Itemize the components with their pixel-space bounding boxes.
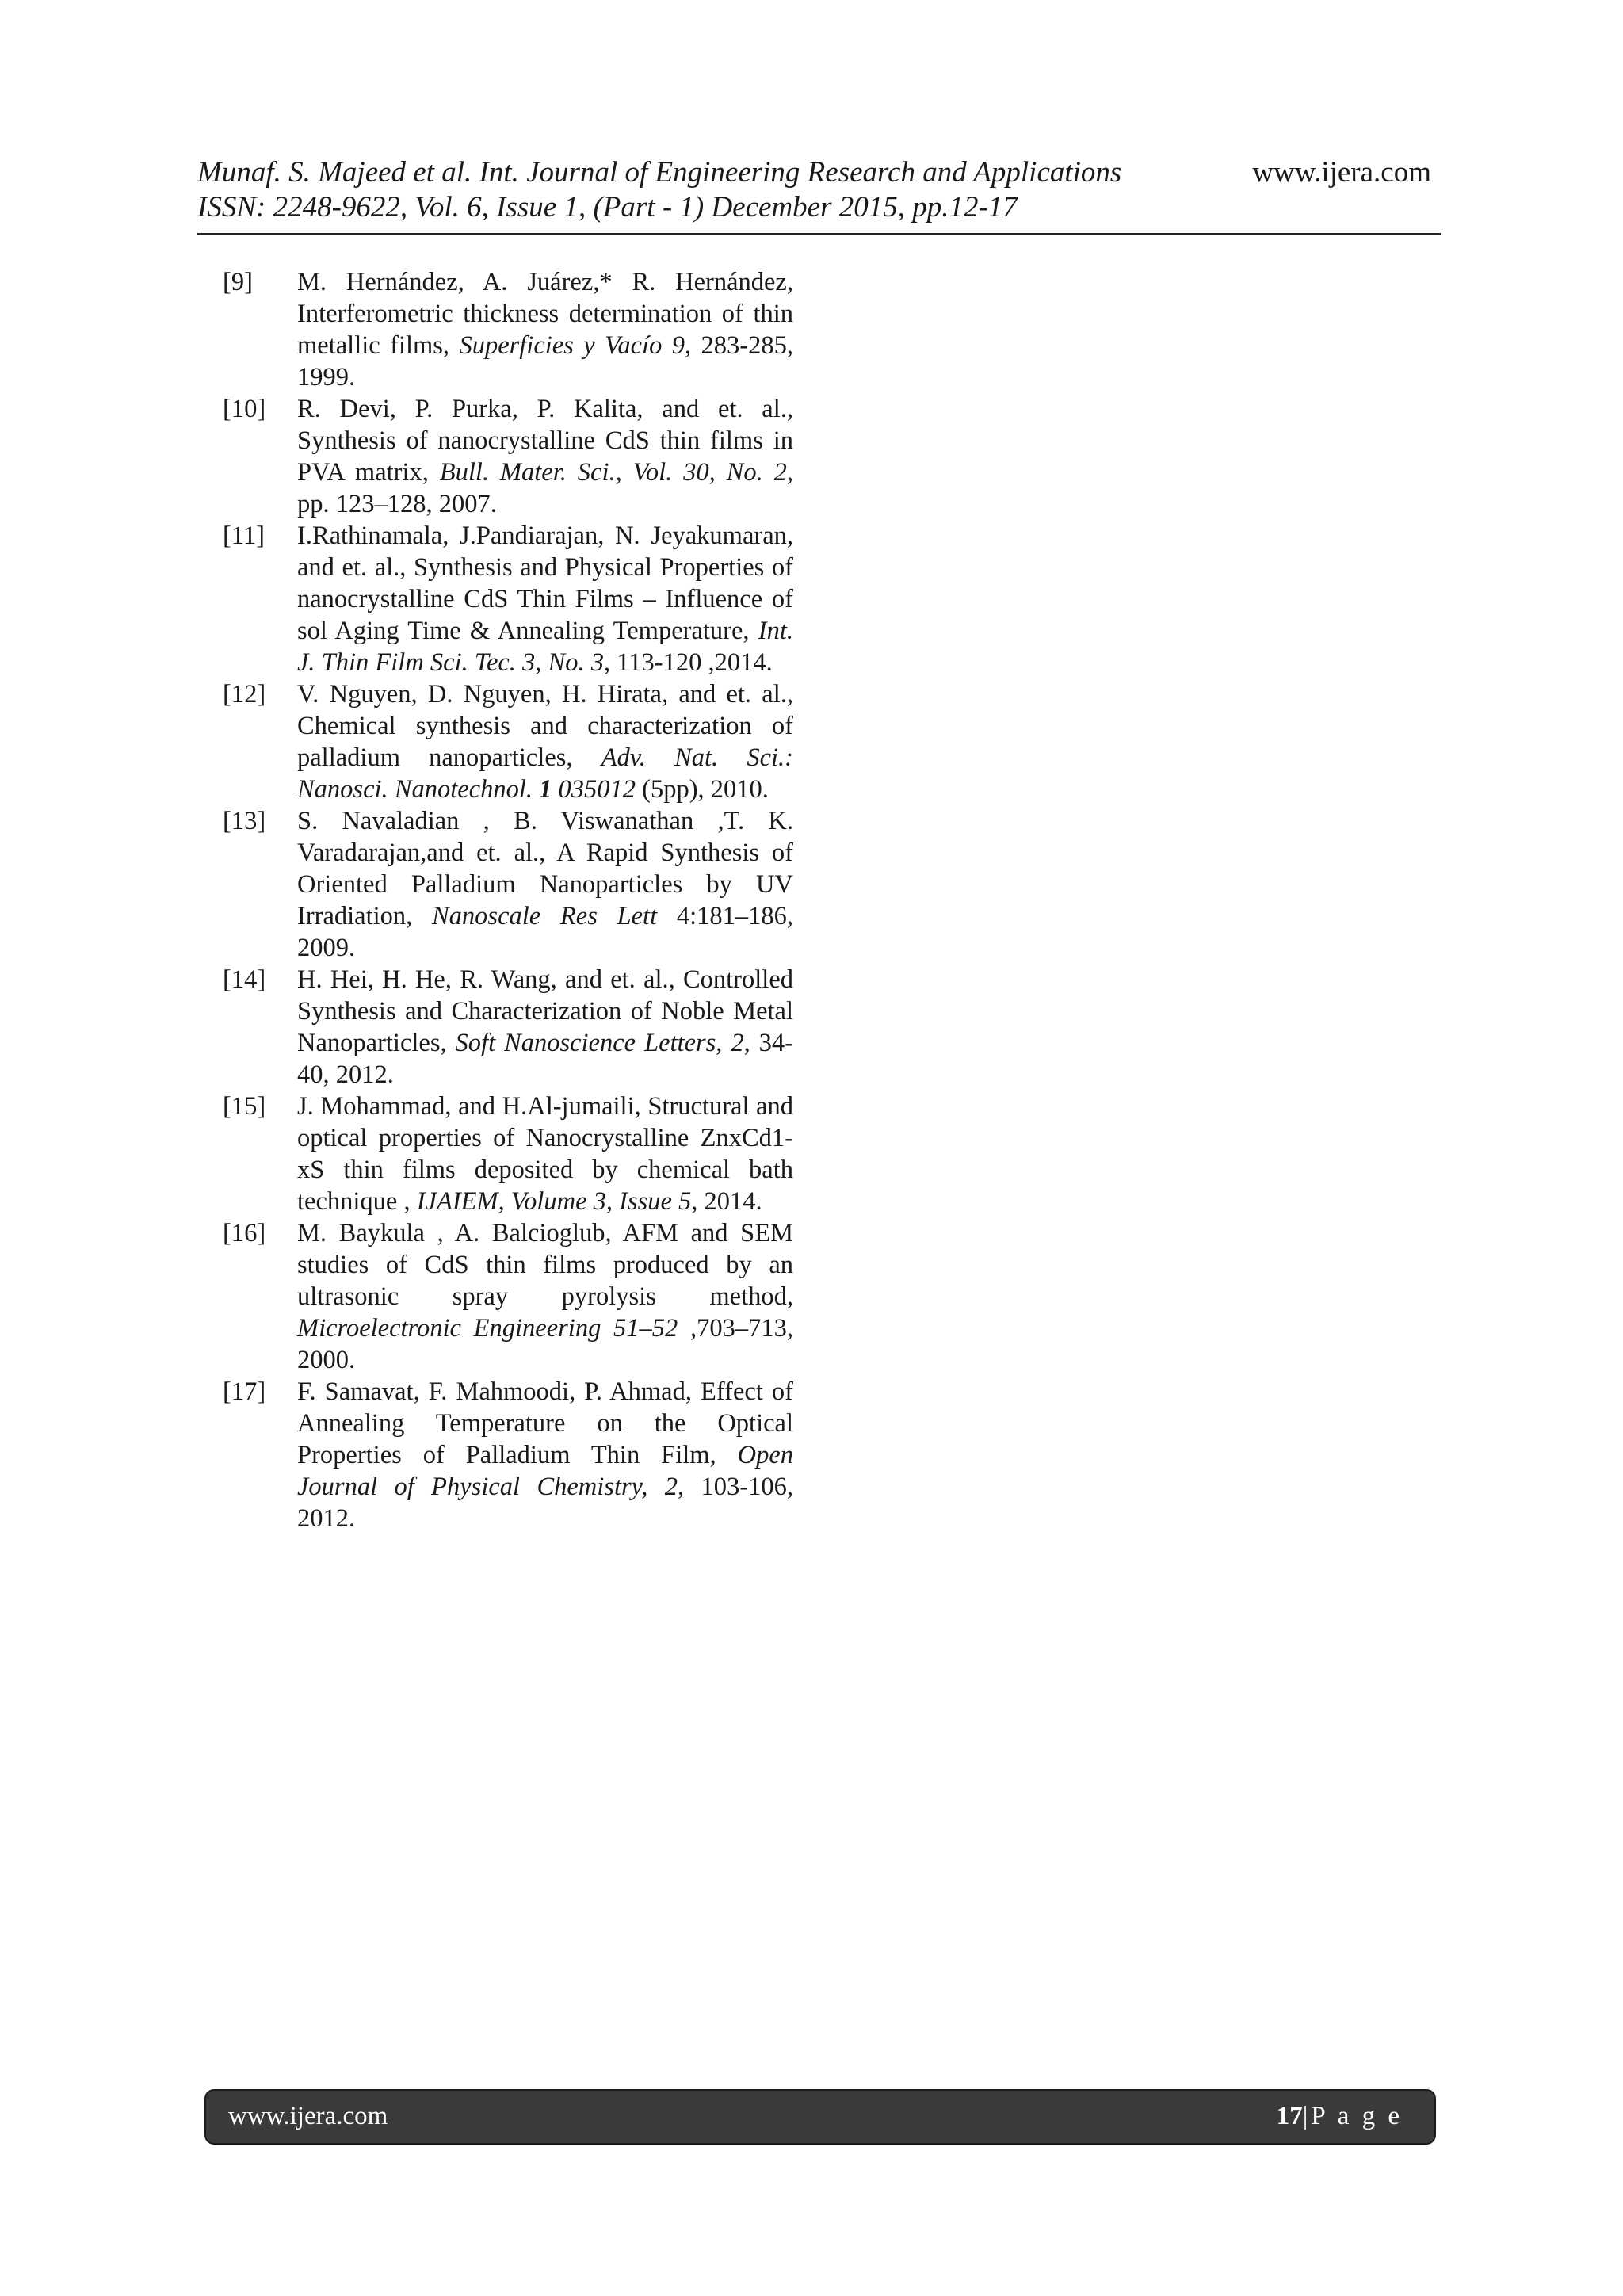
reference-number: [14] — [223, 965, 266, 994]
reference-text: F. Samavat, F. Mahmoodi, P. Ahmad, Effect of Annealing Temperature on the Optical Properties of Palladium Thin Film, Open Journal of Physical Chemistry, 2, 103-106, 2012. — [297, 1377, 793, 1533]
reference-item — [223, 1217, 793, 1376]
reference-text: V. Nguyen, D. Nguyen, H. Hirata, and et. al., Chemical synthesis and characterization of palladium nanoparticles, Adv. Nat. Sci.: Nanosci. Nanotechnol. 1 035012 (5pp), 2010. — [297, 680, 793, 804]
reference-text: M. Baykula , A. Balcioglub, AFM and SEM studies of CdS thin films produced by an ultrasonic spray pyrolysis method, Microelectronic Engineering 51–52 ,703–713, 2000. — [297, 1219, 794, 1374]
reference-item — [223, 805, 793, 964]
reference-item — [223, 964, 793, 1091]
reference-item — [223, 520, 793, 678]
reference-text: M. Hernández, A. Juárez,* R. Hernández, Interferometric thickness determination of thin metallic films, Superficies y Vacío 9, 283-285, 1999. — [297, 268, 793, 392]
reference-number: [12] — [223, 680, 266, 709]
reference-text: H. Hei, H. He, R. Wang, and et. al., Controlled Synthesis and Characterization of Noble Metal Nanoparticles, Soft Nanoscience Letters, 2, 34-40, 2012. — [297, 965, 793, 1089]
reference-number: [16] — [223, 1219, 266, 1247]
reference-text: S. Navaladian , B. Viswanathan ,T. K. Varadarajan,and et. al., A Rapid Synthesis of Oriented Palladium Nanoparticles by UV Irradiation, Nanoscale Res Lett 4:181–186, 2009. — [297, 807, 793, 962]
reference-item — [223, 266, 793, 393]
reference-item — [223, 393, 793, 520]
reference-number: [13] — [223, 807, 266, 835]
footer-page-indicator — [1277, 2102, 1403, 2131]
reference-number: [9] — [223, 268, 253, 296]
reference-item — [223, 1091, 793, 1217]
header-issn-line: ISSN: 2248-9622, Vol. 6, Issue 1, (Part - 1) December 2015, pp.12-17 — [197, 191, 1018, 223]
reference-list — [223, 266, 793, 1534]
reference-text: I.Rathinamala, J.Pandiarajan, N. Jeyakumaran, and et. al., Synthesis and Physical Properties of nanocrystalline CdS Thin Films – Influence of sol Aging Time & Annealing Temperature, Int. J. Thin Film Sci. Tec. 3, No. 3, 113-120 ,2014. — [297, 521, 793, 677]
reference-number: [11] — [223, 521, 265, 550]
reference-item — [223, 678, 793, 805]
footer-website: www.ijera.com — [228, 2102, 388, 2130]
header-website: www.ijera.com — [1252, 156, 1431, 189]
reference-number: [17] — [223, 1377, 266, 1406]
reference-text: J. Mohammad, and H.Al-jumaili, Structural and optical properties of Nanocrystalline ZnxCd1-xS thin films deposited by chemical bath technique , IJAIEM, Volume 3, Issue 5, 2014. — [297, 1092, 793, 1216]
page-number: 17 — [1276, 2102, 1303, 2130]
reference-number: [10] — [223, 395, 266, 423]
header-journal-line: Munaf. S. Majeed et al. Int. Journal of Engineering Research and Applications — [197, 156, 1122, 189]
reference-number: [15] — [223, 1092, 266, 1121]
reference-item — [223, 1376, 793, 1534]
page-footer — [206, 2091, 1434, 2143]
reference-text: R. Devi, P. Purka, P. Kalita, and et. al., Synthesis of nanocrystalline CdS thin films in PVA matrix, Bull. Mater. Sci., Vol. 30, No. 2, pp. 123–128, 2007. — [297, 395, 793, 518]
running-header — [197, 155, 1441, 235]
page-label: |P a g e — [1302, 2102, 1403, 2130]
